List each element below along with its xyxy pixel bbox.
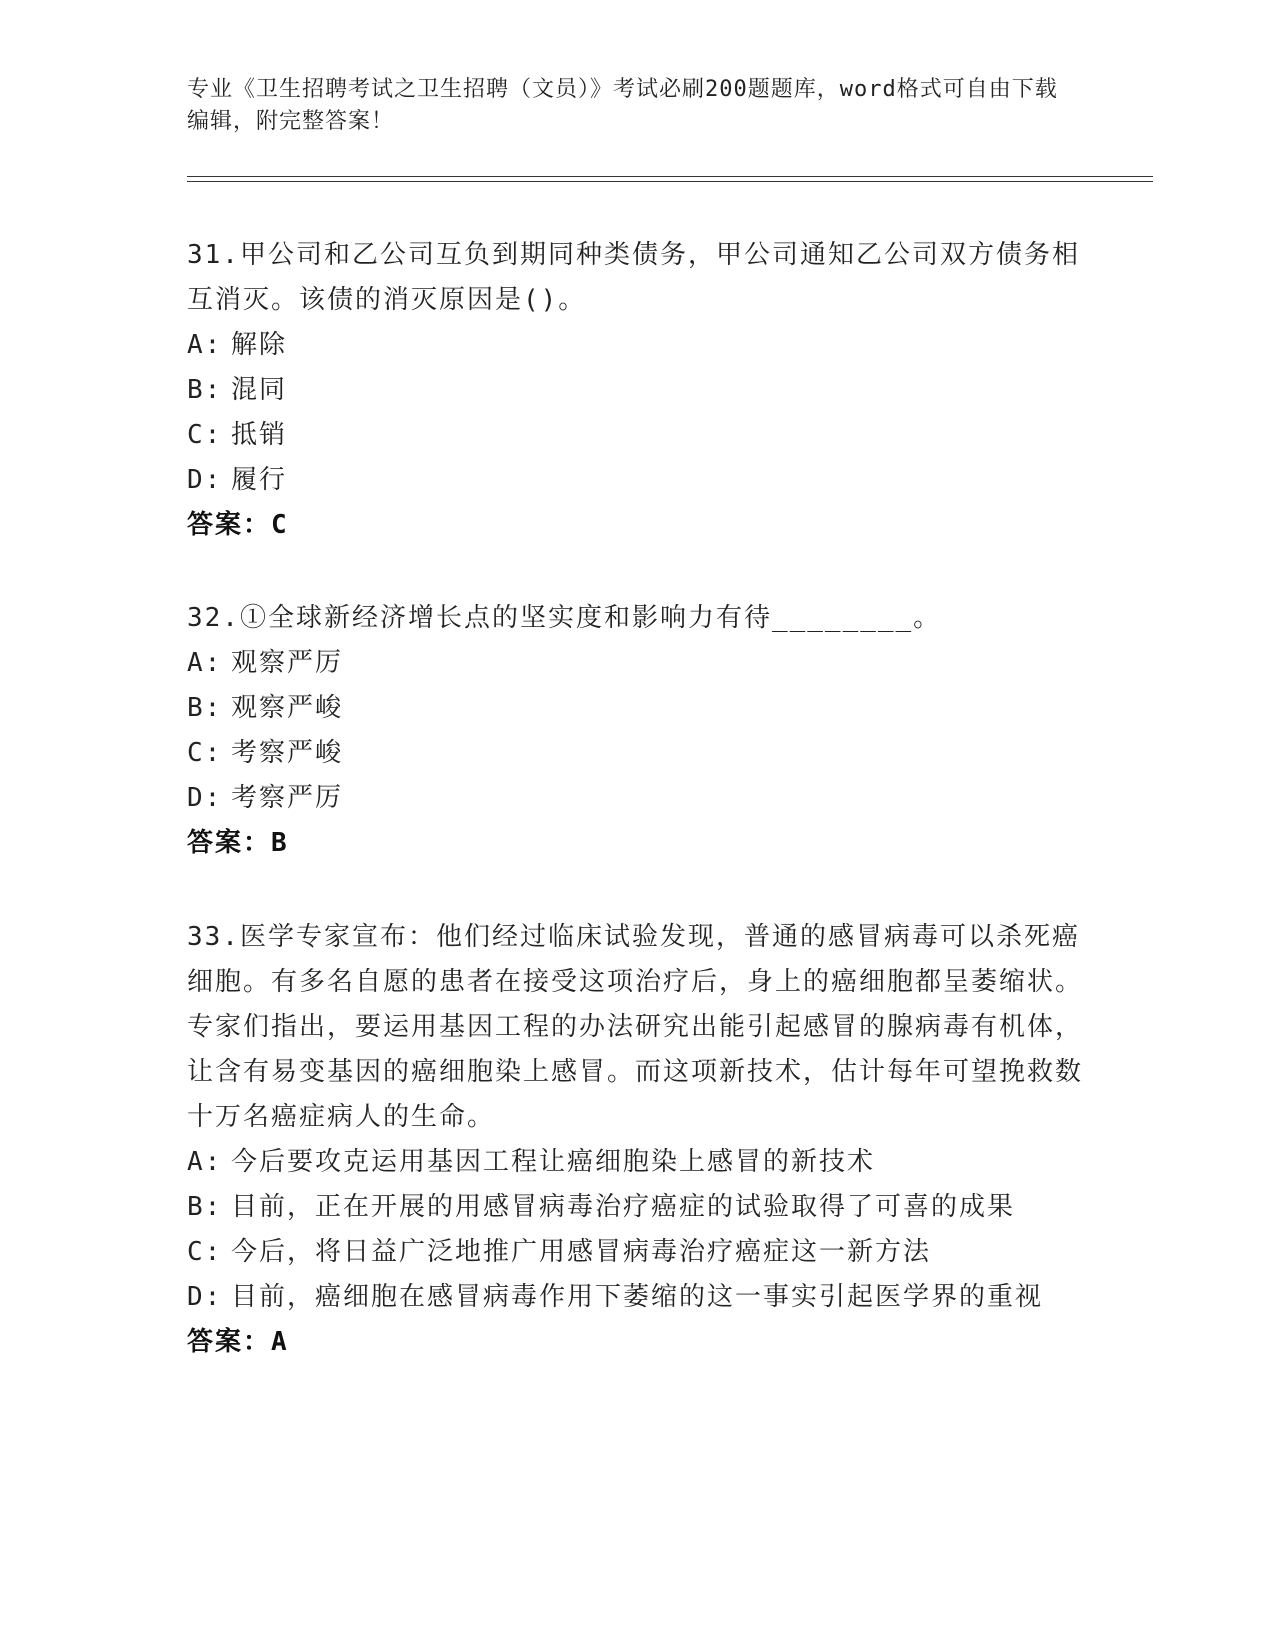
option-b xyxy=(187,1185,1087,1230)
option-b xyxy=(187,368,1087,413)
option-text: 观察严峻 xyxy=(231,693,344,723)
option-text: 目前，正在开展的用感冒病毒治疗癌症的试验取得了可喜的成果 xyxy=(231,1192,1016,1222)
option-letter: A: xyxy=(187,330,223,360)
option-text: 抵销 xyxy=(231,420,288,450)
question-stem: 33.医学专家宣布：他们经过临床试验发现，普通的感冒病毒可以杀死癌细胞。有多名自愿的患者在接受这项治疗后，身上的癌细胞都呈萎缩状。专家们指出，要运用基因工程的办法研究出能引起感冒的腺病毒有机体，让含有易变基因的癌细胞染上感冒。而这项新技术，估计每年可望挽救数十万名癌症病人的生命。 xyxy=(187,922,1084,1132)
option-letter: B: xyxy=(187,693,223,723)
option-letter: C: xyxy=(187,1237,223,1267)
option-text: 今后，将日益广泛地推广用感冒病毒治疗癌症这一新方法 xyxy=(231,1237,932,1267)
option-text: 考察严峻 xyxy=(231,738,344,768)
option-c xyxy=(187,1230,1087,1275)
option-letter: D: xyxy=(187,465,223,495)
answer-line: 答案：A xyxy=(187,1327,289,1357)
option-c xyxy=(187,413,1087,458)
header-divider-bottom xyxy=(187,181,1153,182)
option-a xyxy=(187,323,1087,368)
option-letter: C: xyxy=(187,420,223,450)
header-divider-top xyxy=(187,176,1153,177)
option-d xyxy=(187,458,1087,503)
option-b xyxy=(187,686,1087,731)
option-letter: D: xyxy=(187,1282,223,1312)
option-letter: A: xyxy=(187,1147,223,1177)
option-letter: B: xyxy=(187,375,223,405)
option-letter: A: xyxy=(187,648,223,678)
answer-line: 答案：B xyxy=(187,828,289,858)
option-c xyxy=(187,731,1087,776)
option-a xyxy=(187,641,1087,686)
option-text: 解除 xyxy=(231,330,288,360)
option-text: 今后要攻克运用基因工程让癌细胞染上感冒的新技术 xyxy=(231,1147,876,1177)
question-stem: 31.甲公司和乙公司互负到期同种类债务，甲公司通知乙公司双方债务相互消灭。该债的消灭原因是()。 xyxy=(187,240,1080,315)
option-letter: D: xyxy=(187,783,223,813)
option-d xyxy=(187,1275,1087,1320)
option-text: 目前，癌细胞在感冒病毒作用下萎缩的这一事实引起医学界的重视 xyxy=(231,1282,1044,1312)
option-text: 履行 xyxy=(231,465,288,495)
option-text: 考察严厉 xyxy=(231,783,344,813)
question-31 xyxy=(187,233,1087,548)
question-stem: 32.①全球新经济增长点的坚实度和影响力有待________。 xyxy=(187,603,942,633)
option-letter: B: xyxy=(187,1192,223,1222)
question-33 xyxy=(187,915,1087,1365)
option-d xyxy=(187,776,1087,821)
option-a xyxy=(187,1140,1087,1185)
option-text: 混同 xyxy=(231,375,288,405)
document-header: 专业《卫生招聘考试之卫生招聘（文员）》考试必刷200题题库，word格式可自由下载编辑，附完整答案！ xyxy=(187,77,1058,134)
question-32 xyxy=(187,596,1087,866)
answer-line: 答案：C xyxy=(187,510,289,540)
option-text: 观察严厉 xyxy=(231,648,344,678)
option-letter: C: xyxy=(187,738,223,768)
